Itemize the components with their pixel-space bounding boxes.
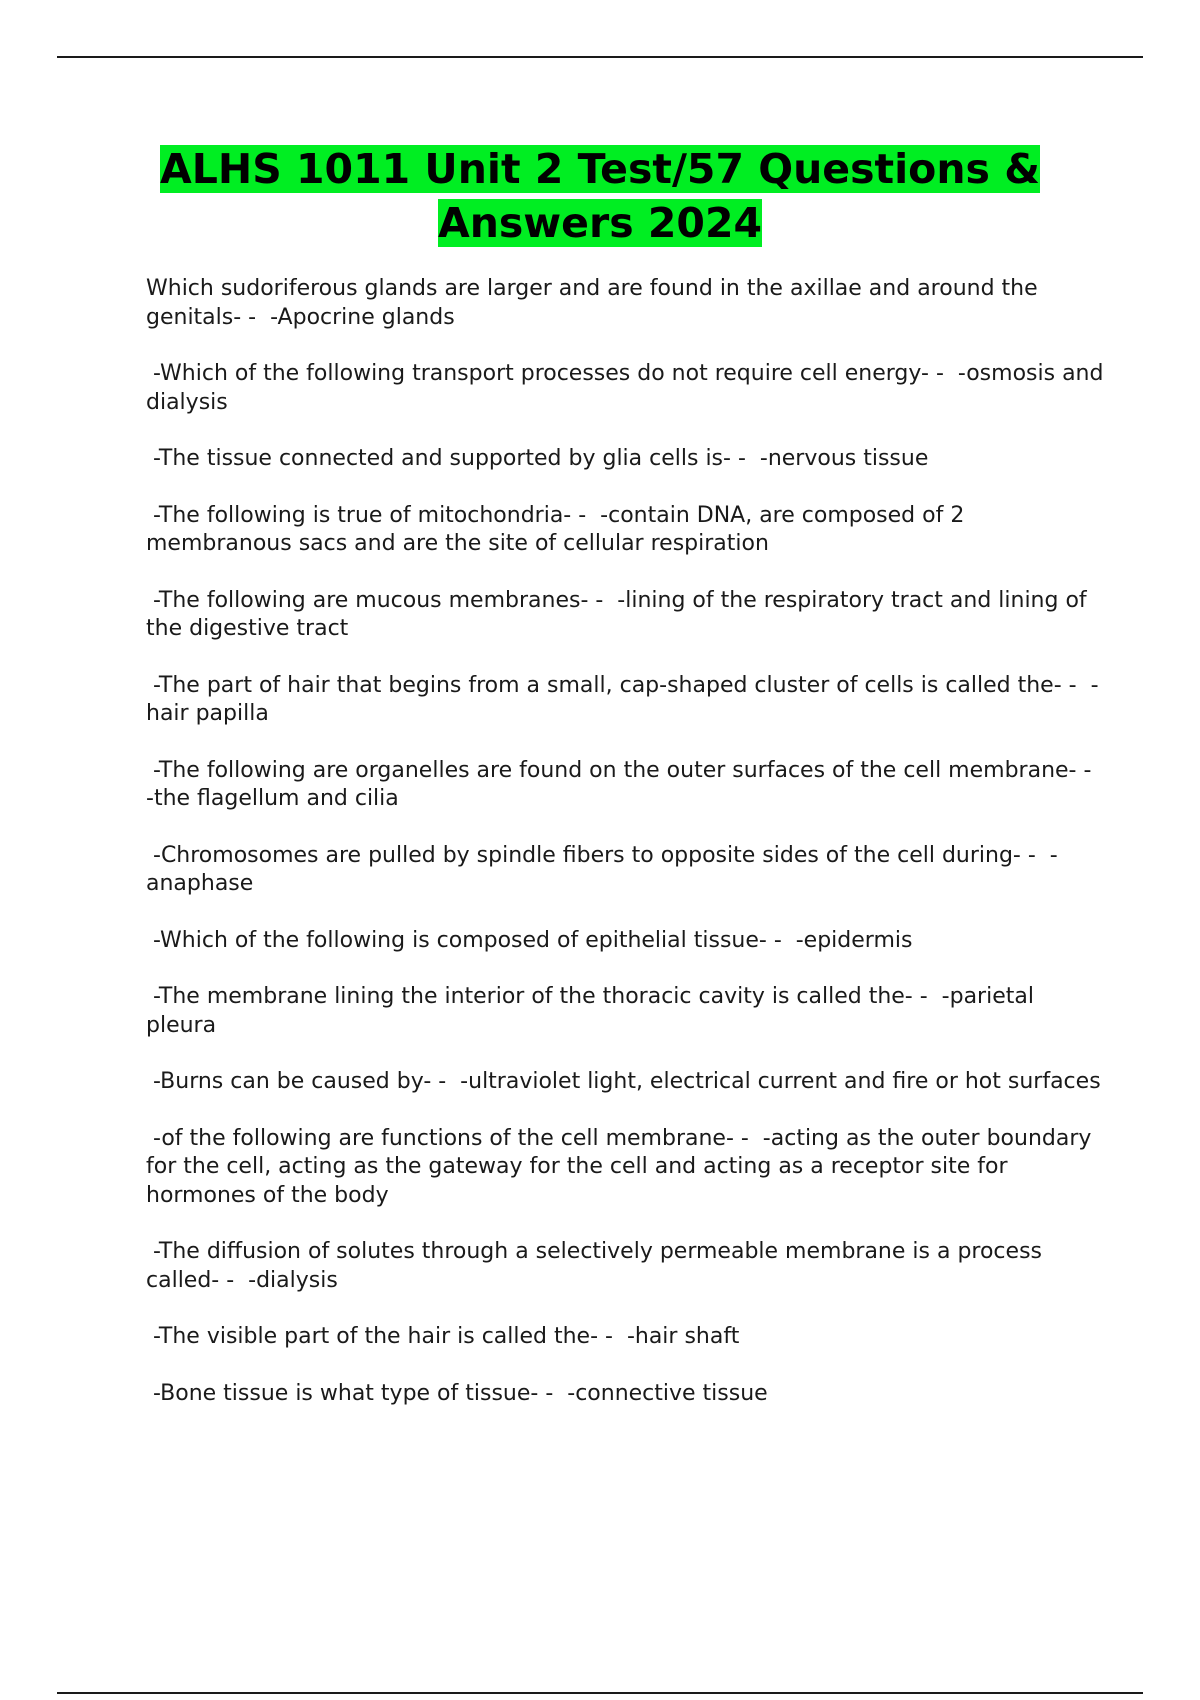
qa-text: -The visible part of the hair is called the- - -hair shaft: [146, 1324, 740, 1349]
qa-text: -Chromosomes are pulled by spindle fibers to opposite sides of the cell during- - -anaphase: [146, 842, 1058, 896]
qa-text: -Bone tissue is what type of tissue- - -connective tissue: [146, 1380, 768, 1406]
top-rule: [57, 56, 1143, 58]
qa-item: [146, 502, 1106, 559]
qa-text: -Burns can be caused by- - -ultraviolet light, electrical current and fire or hot surfaces: [146, 1069, 1101, 1094]
qa-text: -of the following are functions of the cell membrane- - -acting as the outer boundary for the cell, acting as the gateway for the cell and acting as a receptor site for hormones of the body: [146, 1125, 1099, 1208]
qa-text: -The tissue connected and supported by glia cells is- - -nervous tissue: [146, 446, 929, 471]
qa-item: [146, 757, 1106, 814]
qa-text: -The diffusion of solutes through a selectively permeable membrane is a process called- - -dialysis: [146, 1239, 1049, 1293]
document-title: ALHS 1011 Unit 2 Test/57 Questions & Answers 2024: [160, 145, 1040, 247]
qa-item: [146, 1125, 1106, 1211]
qa-text: -Which of the following is composed of epithelial tissue- - -epidermis: [146, 927, 913, 953]
qa-text: -The following is true of mitochondria- - -contain DNA, are composed of 2 membranous sacs and are the site of cellular respiration: [146, 502, 972, 556]
qa-text: -The following are organelles are found on the outer surfaces of the cell membrane- - -the flagellum and cilia: [146, 757, 1106, 811]
qa-item: [146, 587, 1106, 644]
qa-item: [146, 275, 1106, 332]
qa-item: [146, 927, 1106, 956]
qa-text: -The following are mucous membranes- - -lining of the respiratory tract and lining of the digestive tract: [146, 587, 1094, 641]
qa-list: [146, 275, 1111, 1436]
qa-item: [146, 842, 1106, 899]
qa-text: Which sudoriferous glands are larger and are found in the axillae and around the genitals- - -Apocrine glands: [146, 276, 1045, 330]
qa-text: -The part of hair that begins from a small, cap-shaped cluster of cells is called the- - -hair papilla: [146, 672, 1099, 726]
qa-item: [146, 672, 1106, 729]
title-block: [100, 142, 1100, 250]
qa-item: [146, 360, 1111, 417]
qa-item: [146, 983, 1106, 1040]
qa-text: -The membrane lining the interior of the thoracic cavity is called the- - -parietal pleura: [146, 984, 1041, 1038]
qa-item: [146, 1380, 1106, 1409]
qa-item: [146, 1068, 1106, 1097]
qa-item: [146, 445, 1106, 474]
qa-item: [146, 1238, 1106, 1295]
qa-item: [146, 1323, 1106, 1352]
bottom-rule: [57, 1692, 1143, 1694]
qa-text: -Which of the following transport processes do not require cell energy- - -osmosis and dialysis: [146, 361, 1111, 415]
